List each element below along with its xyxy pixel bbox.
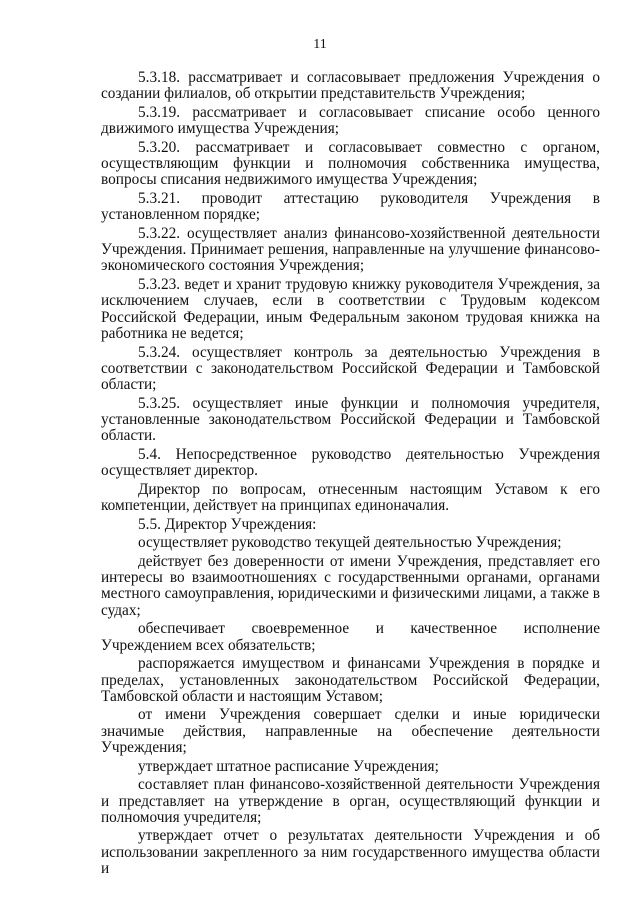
director-duty-item: обеспечивает своевременное и качественное исполнение Учреждением всех обязательств; — [101, 620, 600, 654]
document-body — [101, 70, 600, 880]
director-duty-item: осуществляет руководство текущей деятельностью Учреждения; — [138, 534, 562, 552]
paragraph-5-3-24: 5.3.24. осуществляет контроль за деятельностью Учреждения в соответствии с законодательством Российской Федерации и Тамбовской области; — [101, 343, 600, 394]
paragraph-5-4: 5.4. Непосредственное руководство деятельностью Учреждения осуществляет директор. — [101, 445, 600, 480]
paragraph-5-3-18: 5.3.18. рассматривает и согласовывает предложения Учреждения о создании филиалов, об открытии представительств Учреждения; — [101, 69, 600, 103]
director-duty-item: от имени Учреждения совершает сделки и иные юридически значимые действия, направленные на обеспечение деятельности Учреждения; — [101, 706, 600, 757]
director-duty-item: распоряжается имуществом и финансами Учреждения в порядке и пределах, установленных законодательством Российской Федерации, Тамбовской области и настоящим Уставом; — [101, 655, 600, 705]
paragraph-5-5: 5.5. Директор Учреждения: — [138, 515, 317, 533]
paragraph-5-3-21: 5.3.21. проводит аттестацию руководителя Учреждения в установленном порядке; — [101, 189, 600, 224]
paragraph-director-competence: Директор по вопросам, отнесенным настоящим Уставом к его компетенции, действует на принципах единоначалия. — [101, 480, 600, 515]
paragraph-5-3-19: 5.3.19. рассматривает и согласовывает списание особо ценного движимого имущества Учреждения; — [101, 103, 600, 138]
director-duty-item: действует без доверенности от имени Учреждения, представляет его интересы во взаимоотношениях с государственными органами, органами местного самоуправления, юридическими и физическими лицами, а также в судах; — [101, 552, 600, 619]
director-duty-item: утверждает штатное расписание Учреждения; — [138, 757, 439, 775]
director-duty-item: составляет план финансово-хозяйственной деятельности Учреждения и представляет на утверждение в орган, осуществляющий функции и полномочия учредителя; — [101, 776, 600, 826]
paragraph-5-3-23: 5.3.23. ведет и хранит трудовую книжку руководителя Учреждения, за исключением случаев, если в соответствии с Трудовым кодексом Российской Федерации, иным Федеральным законом трудовая книжка на работника не ведется; — [101, 276, 600, 342]
paragraph-5-3-25: 5.3.25. осуществляет иные функции и полномочия учредителя, установленные законодательством Российской Федерации и Тамбовской области. — [101, 394, 600, 445]
paragraph-5-3-20: 5.3.20. рассматривает и согласовывает совместно с органом, осуществляющим функции и полномочия собственника имущества, вопросы списания недвижимого имущества Учреждения; — [101, 138, 600, 189]
paragraph-5-3-22: 5.3.22. осуществляет анализ финансово-хозяйственной деятельности Учреждения. Принимает решения, направленные на улучшение финансово-экономического состояния Учреждения; — [101, 224, 600, 275]
director-duty-item: утверждает отчет о результатах деятельности Учреждения и об использовании закрепленного за ним государственного имущества области и — [101, 827, 600, 877]
page-number: 11 — [313, 37, 327, 52]
